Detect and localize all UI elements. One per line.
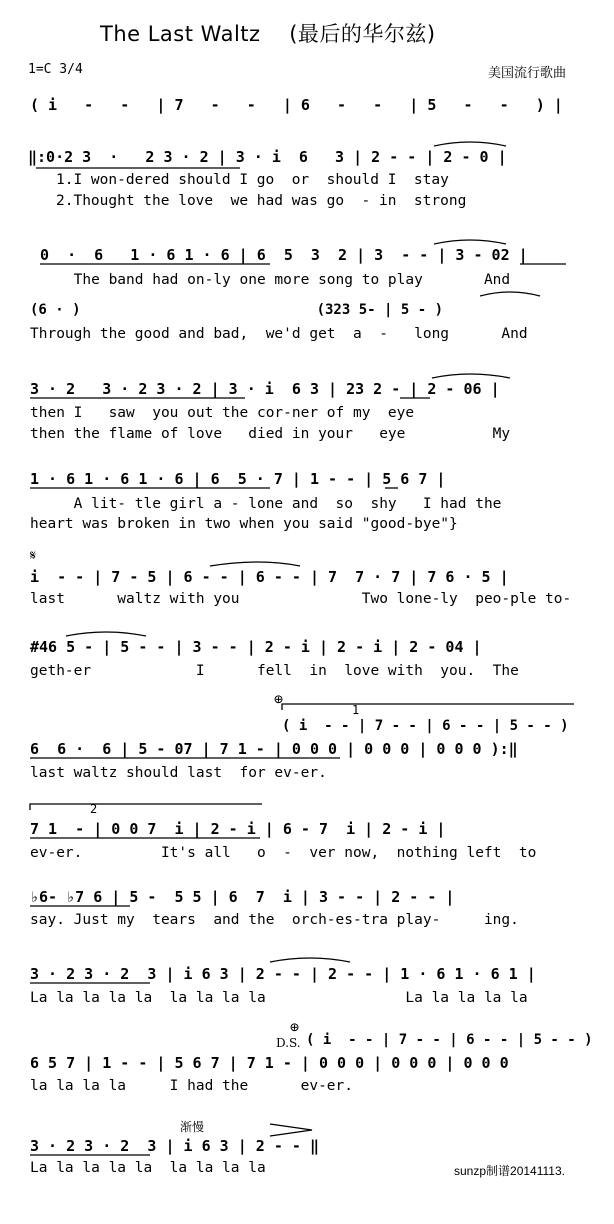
line3-notes: (6 · ) (323 5- | 5 - ) [30, 302, 444, 318]
segno-sign: 𝄋 [30, 548, 37, 564]
line1-notes: ‖:0·2 3 · 2 3 · 2 | 3 · i 6 3 | 2 - - | 2 - 0 | [28, 148, 507, 166]
transcriber-credit: sunzp制谱20141113. [454, 1164, 565, 1178]
tie [210, 562, 300, 566]
song-title: The Last Waltz (最后的华尔兹) [100, 22, 436, 46]
genre-label: 美国流行歌曲 [488, 66, 567, 81]
line9-notes: 7 1 - | 0 0 7 i | 2 - i | 6 - 7 i | 2 - i | [30, 820, 446, 838]
line1-lyric-verse1: 1.I won-dered should I go or should I stay [56, 172, 449, 188]
first-ending-label: 1 [352, 703, 360, 717]
line3-lyric: Through the good and bad, we'd get a - long And [30, 326, 528, 342]
line4-lyric-verse1: then I saw you out the cor-ner of my eye [30, 405, 415, 421]
tie [432, 374, 510, 378]
line8-notes: 6 6 · 6 | 5 - 07 | 7 1 - | 0 0 0 | 0 0 0 | 0 0 0 ):‖ [30, 740, 518, 758]
line12-bracket-notes: ( i - - | 7 - - | 6 - - | 5 - - ) [306, 1032, 593, 1048]
tie [66, 632, 146, 636]
line6-notes: i - - | 7 - 5 | 6 - - | 6 - - | 7 7 · 7 | 7 6 · 5 | [30, 568, 509, 586]
line13-notes: 3 · 2 3 · 2 3 | i 6 3 | 2 - - ‖ [30, 1137, 319, 1155]
line9-lyric: ev-er. It's all o - ver now, nothing left to [30, 845, 537, 861]
key-signature: 1=C 3/4 [28, 62, 83, 77]
line5-lyric-verse1: A lit- tle girl a - lone and so shy I had the [30, 496, 502, 512]
tie [434, 240, 506, 244]
intro-notes: ( i - - | 7 - - | 6 - - | 5 - - ) | [30, 96, 563, 114]
line11-notes: 3 · 2 3 · 2 3 | i 6 3 | 2 - - | 2 - - | 1 · 6 1 · 6 1 | [30, 965, 536, 983]
line7-notes: #46 5 - | 5 - - | 3 - - | 2 - i | 2 - i | 2 - 04 | [30, 638, 482, 656]
line10-notes: ♭6- ♭7 6 | 5 - 5 5 | 6 7 i | 3 - - | 2 - - | [30, 888, 455, 906]
line13-lyric: La la la la la la la la la [30, 1160, 266, 1176]
line4-lyric-verse2: then the flame of love died in your eye My [30, 426, 511, 442]
line5-notes: 1 · 6 1 · 6 1 · 6 | 6 5 · 7 | 1 - - | 5 6 7 | [30, 470, 446, 488]
line8-lyric: last waltz should last for ev-er. [30, 765, 327, 781]
diminuendo-hairpin [270, 1124, 312, 1136]
tie [270, 958, 350, 962]
tie [434, 142, 506, 146]
line5-lyric-verse2: heart was broken in two when you said "good-bye"} [30, 516, 458, 532]
tempo-marking: 渐慢 [180, 1120, 205, 1134]
first-ending-bracket [282, 704, 574, 710]
line7-lyric: geth-er I fell in love with you. The [30, 663, 519, 679]
coda-sign-2: ⊕ [290, 1018, 300, 1036]
line4-notes: 3 · 2 3 · 2 3 · 2 | 3 · i 6 3 | 23 2 - | 2 - 06 | [30, 380, 500, 398]
line2-lyric: The band had on-ly one more song to play And [30, 272, 511, 288]
line2-notes: 0 · 6 1 · 6 1 · 6 | 6 5 3 2 | 3 - - | 3 - 02 | [40, 246, 528, 264]
second-ending-bracket [30, 804, 262, 810]
line1-lyric-verse2: 2.Thought the love we had was go - in strong [56, 193, 467, 209]
line8-bracket-notes: ( i - - | 7 - - | 6 - - | 5 - - ) [282, 718, 569, 734]
dal-segno-mark: D.S. [276, 1036, 301, 1050]
line12-notes: 6 5 7 | 1 - - | 5 6 7 | 7 1 - | 0 0 0 | 0 0 0 | 0 0 0 [30, 1054, 509, 1072]
coda-sign: ⊕ [274, 690, 284, 708]
line6-lyric: last waltz with you Two lone-ly peo-ple to- [30, 591, 572, 607]
tie [480, 292, 540, 296]
line12-lyric: la la la la I had the ev-er. [30, 1078, 354, 1094]
second-ending-label: 2 [90, 802, 98, 816]
line10-lyric: say. Just my tears and the orch-es-tra play- ing. [30, 912, 519, 928]
line11-lyric: La la la la la la la la la La la la la la [30, 990, 528, 1006]
